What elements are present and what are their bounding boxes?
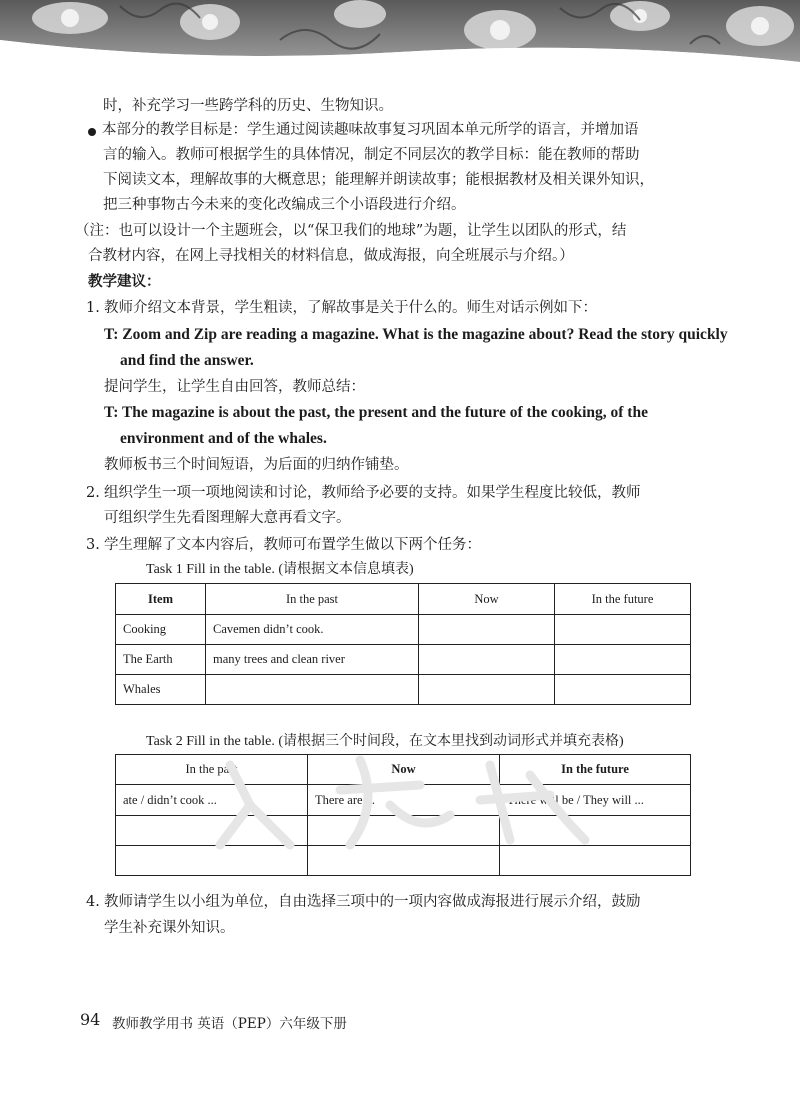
table-cell (500, 846, 691, 876)
note-line-2: 合教材内容，在网上寻找相关的材料信息，做成海报，向全班展示与介绍。） (88, 248, 574, 264)
task1-header-past: In the past (206, 584, 419, 615)
step4-line-1: 教师请学生以小组为单位，自由选择三项中的一项内容做成海报进行展示介绍，鼓励 (104, 894, 641, 910)
teacher-question-line-2: and find the answer. (120, 352, 254, 369)
table-cell (116, 816, 308, 846)
table-cell: Cavemen didn’t cook. (206, 615, 419, 645)
teacher-answer-line-1: T: The magazine is about the past, the present and the future of the cooking, of the (104, 404, 648, 421)
table-cell: There are ... (308, 785, 500, 816)
step1-ask: 提问学生，让学生自由回答，教师总结： (104, 379, 365, 395)
book-title: 教师教学用书 英语（PEP）六年级下册 (112, 1016, 347, 1032)
teacher-question-line-1: T: Zoom and Zip are reading a magazine. What is the magazine about? Read the story quickly (104, 326, 728, 343)
table-cell (419, 645, 555, 675)
table-cell (308, 846, 500, 876)
table-row (116, 785, 691, 816)
table-cell: many trees and clean river (206, 645, 419, 675)
page-number: 94 (80, 1010, 101, 1029)
text-line-history: 时，补充学习一些跨学科的历史、生物知识。 (103, 98, 393, 114)
step3-number: 3. (86, 537, 100, 553)
table-cell (116, 846, 308, 876)
step1-board: 教师板书三个时间短语，为后面的归纳作铺垫。 (104, 457, 409, 473)
task2-table (115, 754, 691, 876)
table-cell: ate / didn’t cook ... (116, 785, 308, 816)
table-cell: Whales (116, 675, 206, 705)
table-cell (555, 615, 691, 645)
goals-line-2: 言的输入。教师可根据学生的具体情况，制定不同层次的教学目标：能在教师的帮助 (103, 147, 640, 163)
table-cell (555, 675, 691, 705)
table-row (116, 675, 691, 705)
table-row (116, 645, 691, 675)
task1-table (115, 583, 691, 705)
table-cell (308, 816, 500, 846)
step3-text: 学生理解了文本内容后，教师可布置学生做以下两个任务： (104, 537, 481, 553)
task2-header-past: In the past (116, 755, 308, 785)
table-row (116, 816, 691, 846)
step2-line-2: 可组织学生先看图理解大意再看文字。 (104, 510, 351, 526)
goals-line-1: 本部分的教学目标是：学生通过阅读趣味故事复习巩固本单元所学的语言，并增加语 (102, 122, 639, 138)
teacher-answer-line-2: environment and of the whales. (120, 430, 327, 447)
task1-header-future: In the future (555, 584, 691, 615)
table-cell (206, 675, 419, 705)
table-cell: There will be / They will ... (500, 785, 691, 816)
table-cell (555, 645, 691, 675)
table-row (116, 615, 691, 645)
step4-line-2: 学生补充课外知识。 (104, 920, 235, 936)
table-row (116, 846, 691, 876)
goals-line-3: 下阅读文本，理解故事的大概意思；能理解并朗读故事；能根据教材及相关课外知识， (103, 172, 654, 188)
table-cell (419, 615, 555, 645)
step2-line-1: 组织学生一项一项地阅读和讨论，教师给予必要的支持。如果学生程度比较低，教师 (104, 485, 641, 501)
note-line-1: （注：也可以设计一个主题班会，以“保卫我们的地球”为题，让学生以团队的形式，结 (75, 223, 627, 239)
suggestion-heading: 教学建议： (88, 274, 161, 290)
task2-header-future: In the future (500, 755, 691, 785)
step4-number: 4. (86, 894, 100, 910)
table-cell (419, 675, 555, 705)
task1-title: Task 1 Fill in the table. (请根据文本信息填表) (146, 562, 414, 577)
step1-number: 1. (86, 300, 100, 316)
step1-text: 教师介绍文本背景，学生粗读，了解故事是关于什么的。师生对话示例如下： (104, 300, 597, 316)
task2-title: Task 2 Fill in the table. (请根据三个时间段，在文本里找到动词形式并填充表格) (146, 734, 624, 749)
task1-header-now: Now (419, 584, 555, 615)
step2-number: 2. (86, 485, 100, 501)
task1-header-item: Item (116, 584, 206, 615)
table-cell: Cooking (116, 615, 206, 645)
table-cell (500, 816, 691, 846)
goals-line-4: 把三种事物古今未来的变化改编成三个小语段进行介绍。 (103, 197, 466, 213)
table-cell: The Earth (116, 645, 206, 675)
bullet-icon (88, 128, 96, 136)
task2-header-now: Now (308, 755, 500, 785)
